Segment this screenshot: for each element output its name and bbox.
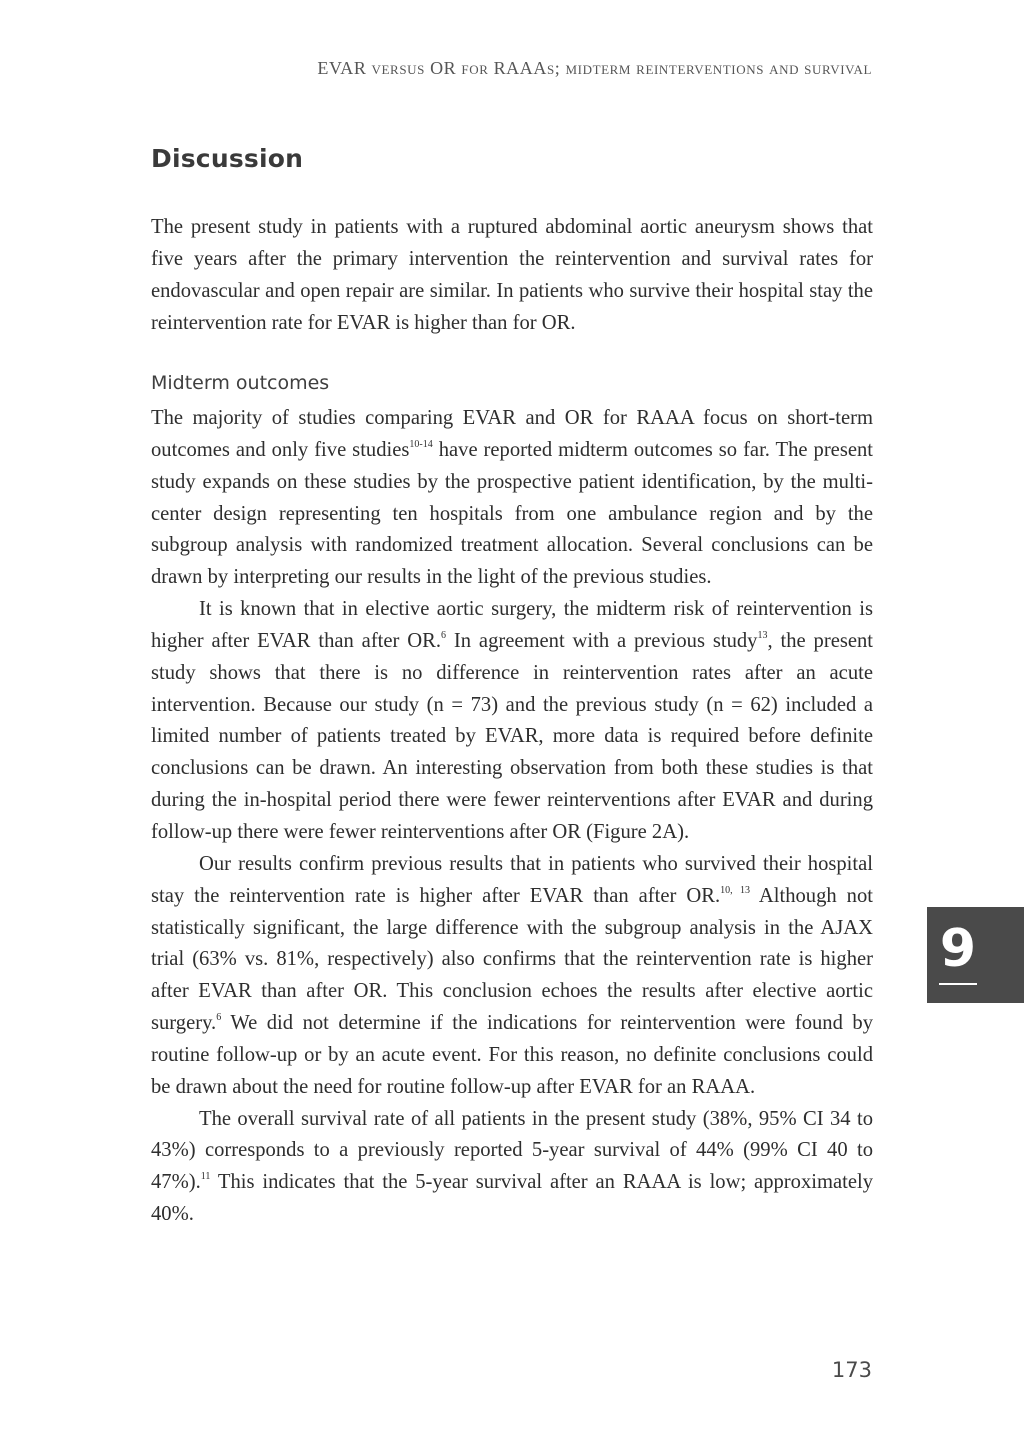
- intro-paragraph: The present study in patients with a ruptured abdominal aortic aneurysm shows that five years after the primary intervention the reintervention and survival rates for endovascular and open repair are similar. In patients who survive their hospital stay the reintervention rate for EVAR is higher than for OR.: [151, 216, 873, 334]
- paragraph-3-text-c: We did not determine if the indications for reintervention were found by routine follow-up or by an acute event. For this reason, no definite conclusions could be drawn about the need for routine follow-up after EVAR for an RAAA.: [151, 1012, 873, 1098]
- chapter-underline: [939, 983, 977, 985]
- paragraph-4: [151, 1104, 873, 1231]
- citation-ref: 6: [441, 629, 447, 641]
- citation-ref: 10-14: [409, 438, 433, 450]
- intro-paragraph-block: [151, 212, 873, 339]
- page-number: 173: [831, 1358, 872, 1382]
- citation-ref: 10, 13: [720, 884, 751, 896]
- citation-ref: 13: [757, 629, 768, 641]
- chapter-tab: [927, 907, 1024, 1003]
- section-title: Discussion: [151, 144, 304, 173]
- paragraph-2-text-a: It is known that in elective aortic surgery, the midterm risk of reintervention is higher after EVAR than after OR.: [151, 598, 873, 652]
- paragraph-4-text-a: The overall survival rate of all patients in the present study (38%, 95% CI 34 to 43%) corresponds to a previously reported 5-year survival of 44% (99% CI 40 to 47%).: [151, 1107, 873, 1194]
- paragraph-1: [151, 403, 873, 594]
- citation-ref: 6: [216, 1012, 222, 1024]
- paragraph-2-text-b: In agreement with a previous study: [446, 629, 758, 652]
- citation-ref: 11: [200, 1171, 211, 1183]
- subsection-title: Midterm outcomes: [151, 372, 330, 394]
- paragraph-1-text-b: have reported midterm outcomes so far. The present study expands on these studies by the prospective patient identification, by the multi-center design representing ten hospitals from one ambulance region and by the subgroup analysis with randomized treatment allocation. Several conclusions can be drawn by interpreting our results in the light of the previous studies.: [151, 438, 873, 589]
- paragraph-2-text-c: , the present study shows that there is no difference in reintervention rates after an acute intervention. Because our study (n = 73) and the previous study (n = 62) included a limited number of patients treated by EVAR, more data is required before definite conclusions can be drawn. An interesting observation from both these studies is that during the in-hospital period there were fewer reinterventions after EVAR and during follow-up there were fewer reinterventions after OR (Figure 2A).: [151, 629, 874, 843]
- running-header: EVAR versus OR for RAAAs; midterm reinterventions and survival: [317, 58, 872, 78]
- paragraph-4-text-b: This indicates that the 5-year survival after an RAAA is low; approximately 40%.: [151, 1171, 873, 1226]
- paragraph-3: [151, 849, 873, 1104]
- paragraph-2: [151, 594, 873, 849]
- chapter-number: 9: [939, 919, 977, 979]
- midterm-outcomes-text: [151, 403, 873, 1231]
- paragraph-3-text-b: Although not statistically significant, the large difference with the subgroup analysis in the AJAX trial (63% vs. 81%, respectively) also confirms that the reintervention rate is higher after EVAR than after OR. This conclusion echoes the results after elective aortic surgery.: [151, 884, 874, 1035]
- paragraph-1-text-a: The majority of studies comparing EVAR and OR for RAAA focus on short-term outcomes and only five studies: [151, 407, 873, 461]
- paragraph-3-text-a: Our results confirm previous results that in patients who survived their hospital stay the reintervention rate is higher after EVAR than after OR.: [151, 852, 873, 907]
